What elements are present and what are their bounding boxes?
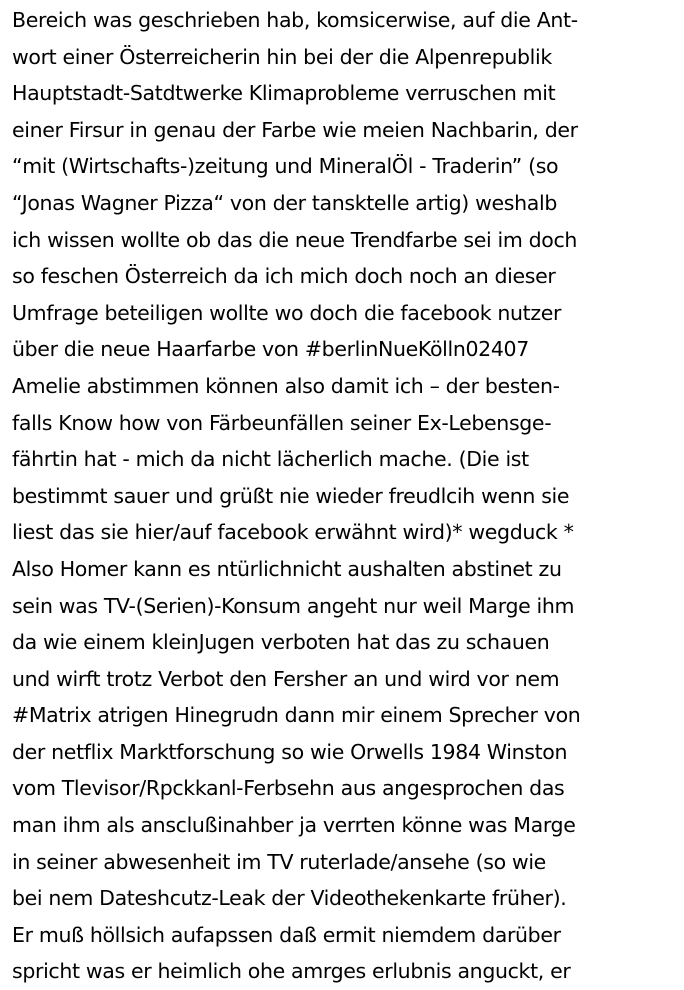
text-line: so feschen Österreich da ich mich doch noch an dieser <box>12 264 556 289</box>
text-line: liest das sie hier/auf facebook erwähnt wird)* wegduck * <box>12 520 574 545</box>
text-line: bei nem Dateshcutz-Leak der Videothekenkarte früher). <box>12 886 567 911</box>
text-line: Umfrage beteiligen wollte wo doch die facebook nutzer <box>12 300 562 325</box>
text-line: “Jonas Wagner Pizza“ von der tansktelle artig) weshalb <box>12 190 557 215</box>
text-line: Amelie abstimmen können also damit ich – der besten- <box>12 373 560 398</box>
text-line: falls Know how von Färbeunfällen seiner Ex-Lebensge- <box>12 410 552 435</box>
text-line: ich wissen wollte ob das die neue Trendfarbe sei im doch <box>12 227 578 252</box>
text-line: Also Homer kann es ntürlichnicht aushalten abstinet zu <box>12 556 562 581</box>
text-line: und wirft trotz Verbot den Fersher an und wird vor nem <box>12 666 560 691</box>
text-line: vom Tlevisor/Rpckkanl-Ferbsehn aus angesprochen das <box>12 776 565 801</box>
text-line: über die neue Haarfarbe von #berlinNueKölln02407 <box>12 337 529 362</box>
text-line: da wie einem kleinJugen verboten hat das zu schauen <box>12 630 550 655</box>
text-line: in seiner abwesenheit im TV ruterlade/ansehe (so wie <box>12 849 546 874</box>
text-line: Er muß höllsich aufapssen daß ermit niemdem darüber <box>12 922 561 947</box>
text-line: wort einer Österreicherin hin bei der die Alpenrepublik <box>12 44 552 69</box>
body-text <box>12 2 684 990</box>
text-line: der netflix Marktforschung so wie Orwells 1984 Winston <box>12 739 568 764</box>
text-line: spricht was er heimlich ohe amrges erlubnis anguckt, er <box>12 959 571 984</box>
text-line: #Matrix atrigen Hinegrudn dann mir einem Sprecher von <box>12 703 581 728</box>
text-line: Hauptstadt-Satdtwerke Klimaprobleme verruschen mit <box>12 81 556 106</box>
text-line: “mit (Wirtschafts-)zeitung und MineralÖl - Traderin” (so <box>12 154 559 179</box>
text-line: fährtin hat - mich da nicht lächerlich mache. (Die ist <box>12 447 529 472</box>
text-line: einer Firsur in genau der Farbe wie meien Nachbarin, der <box>12 117 578 142</box>
text-line: Bereich was geschrieben hab, komsicerwise, auf die Ant- <box>12 8 578 32</box>
text-line: man ihm als ansclußinahber ja verrten könne was Marge <box>12 813 576 838</box>
text-line: sein was TV-(Serien)-Konsum angeht nur weil Marge ihm <box>12 593 575 618</box>
text-line: bestimmt sauer und grüßt nie wieder freudlcih wenn sie <box>12 483 570 508</box>
